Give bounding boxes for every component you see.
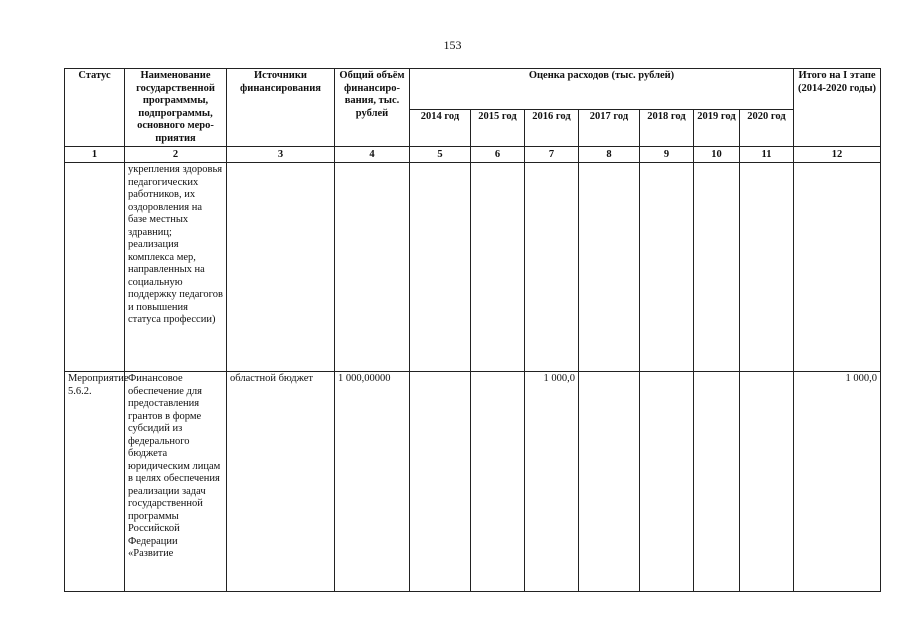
column-number: 2 <box>125 147 227 163</box>
column-number: 3 <box>227 147 335 163</box>
cell-2019 <box>694 372 740 592</box>
cell-stage-total <box>794 163 881 372</box>
column-number: 4 <box>335 147 410 163</box>
column-number: 9 <box>640 147 694 163</box>
cell-2017 <box>579 372 640 592</box>
cell-2020 <box>740 163 794 372</box>
header-estimate: Оценка расходов (тыс. рублей) <box>410 69 794 110</box>
column-number: 8 <box>579 147 640 163</box>
cell-source <box>227 163 335 372</box>
page-number: 153 <box>443 38 462 52</box>
header-year: 2014 год <box>410 110 471 147</box>
cell-2018 <box>640 163 694 372</box>
column-number: 10 <box>694 147 740 163</box>
table-row <box>65 372 881 592</box>
cell-stage-total: 1 000,0 <box>794 372 881 592</box>
column-number: 1 <box>65 147 125 163</box>
column-number: 11 <box>740 147 794 163</box>
header-year: 2017 год <box>579 110 640 147</box>
budget-table <box>64 68 881 592</box>
header-total-volume: Общий объём финансиро-вания, тыс. рублей <box>335 69 410 147</box>
cell-2016 <box>525 163 579 372</box>
cell-2014 <box>410 372 471 592</box>
column-number: 12 <box>794 147 881 163</box>
column-number: 7 <box>525 147 579 163</box>
header-total-stage: Итого на I этапе (2014-2020 годы) <box>794 69 881 147</box>
cell-2019 <box>694 163 740 372</box>
cell-2020 <box>740 372 794 592</box>
header-status: Статус <box>65 69 125 147</box>
cell-2015 <box>471 372 525 592</box>
header-year: 2019 год <box>694 110 740 147</box>
header-sources: Источники финансирования <box>227 69 335 147</box>
cell-name: укрепления здоровья педагогических работников, их оздоровления на базе местных здравниц; реализация комплекса мер, направленных на социальную поддержку педагогов и повышения статуса профессии) <box>125 163 227 372</box>
cell-name: Финансовое обеспечение для предоставления грантов в форме субсидий из федерального бюджета юридическим лицам в целях обеспечения реализации задач государственной программы Российской Федерации «Развитие <box>125 372 227 592</box>
cell-2015 <box>471 163 525 372</box>
column-number-row <box>65 147 881 163</box>
cell-2018 <box>640 372 694 592</box>
cell-total: 1 000,00000 <box>335 372 410 592</box>
cell-source: областной бюджет <box>227 372 335 592</box>
column-number: 5 <box>410 147 471 163</box>
header-name: Наименование государственной программмы, подпрограммы, основного меро-приятия <box>125 69 227 147</box>
cell-2014 <box>410 163 471 372</box>
header-row-top <box>65 69 881 110</box>
column-number: 6 <box>471 147 525 163</box>
table-row <box>65 163 881 372</box>
cell-2017 <box>579 163 640 372</box>
cell-status <box>65 163 125 372</box>
cell-status: Мероприятие 5.6.2. <box>65 372 125 592</box>
cell-2016: 1 000,0 <box>525 372 579 592</box>
header-year: 2018 год <box>640 110 694 147</box>
cell-total <box>335 163 410 372</box>
header-year: 2015 год <box>471 110 525 147</box>
header-year: 2020 год <box>740 110 794 147</box>
header-year: 2016 год <box>525 110 579 147</box>
